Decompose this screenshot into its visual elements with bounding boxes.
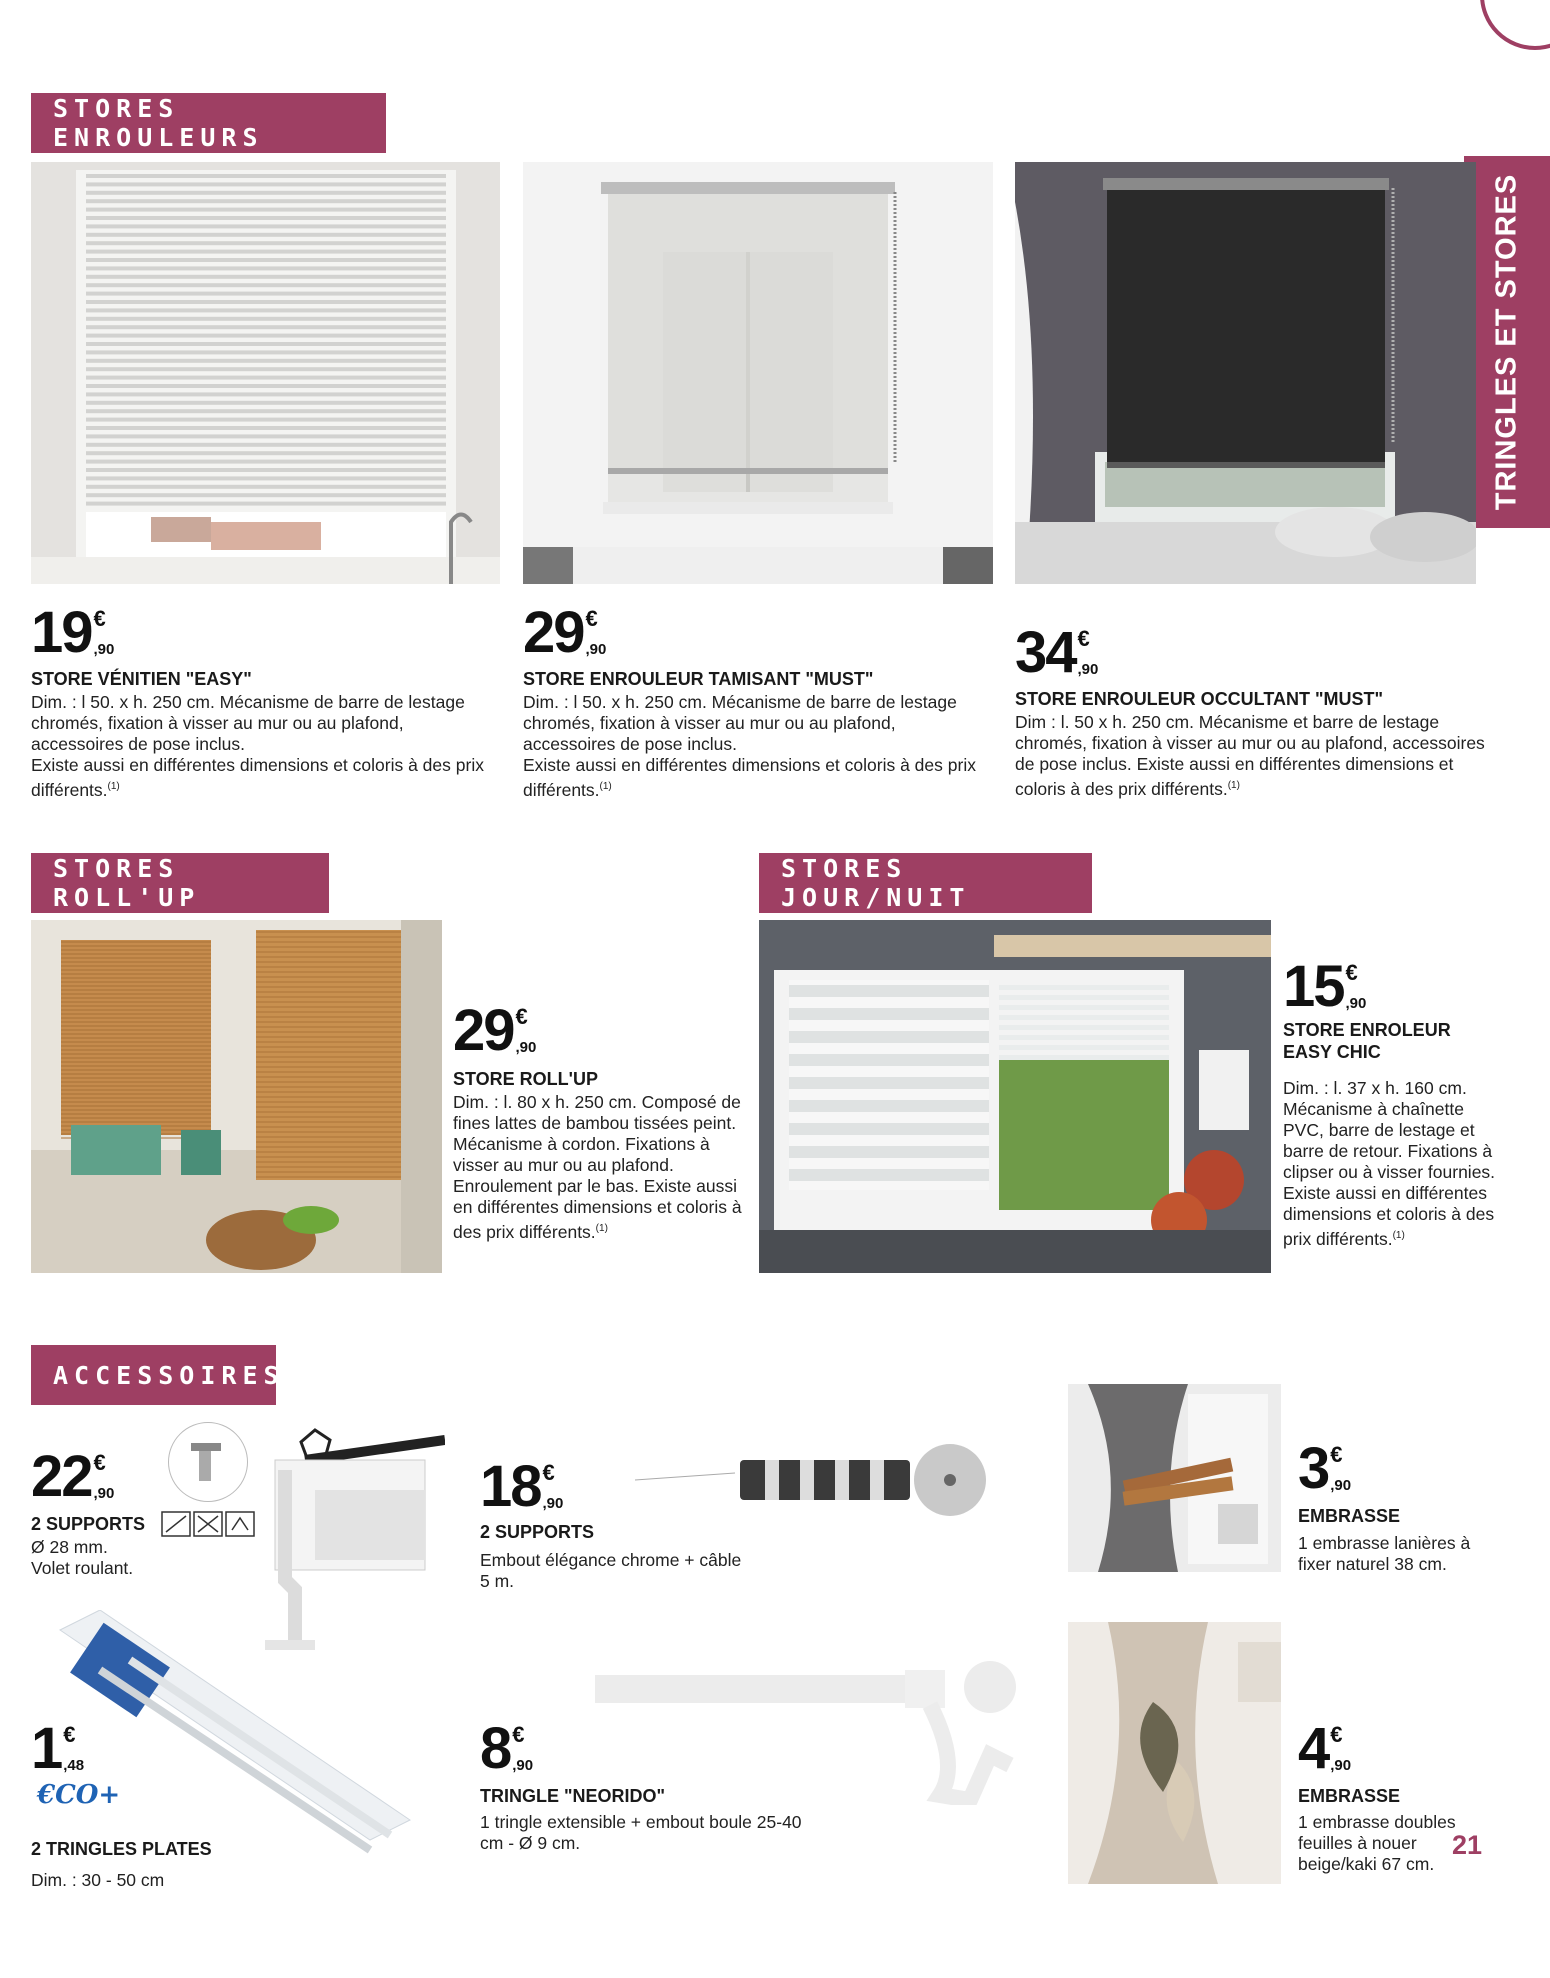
price-tamisant: 29 € ,90 — [523, 600, 607, 665]
price-occultant: 34 € ,90 — [1015, 620, 1099, 685]
page-number: 21 — [1451, 1830, 1482, 1860]
product-title-tringles-plates: 2 TRINGLES PLATES — [31, 1839, 212, 1859]
product-image-easychic — [759, 920, 1271, 1273]
product-desc-tringles-plates: Dim. : 30 - 50 cm — [31, 1870, 165, 1890]
product-desc-supports28: Ø 28 mm. Volet roulant. — [31, 1537, 134, 1578]
product-title-embrasse2: EMBRASSE — [1298, 1786, 1401, 1806]
section-banner-enrouleurs — [31, 93, 386, 153]
section-banner-rollup — [31, 853, 329, 913]
side-tab-label: TRINGLES ET STORES — [1490, 173, 1523, 511]
detail-circle-icon — [168, 1422, 248, 1502]
corner-decoration — [1480, 0, 1550, 50]
price-embrasse2: 4 € ,90 — [1298, 1716, 1352, 1781]
section-title: STORES ENROULEURS — [53, 94, 264, 152]
product-title-neorido: TRINGLE "NEORIDO" — [480, 1786, 666, 1806]
product-image-occultant — [1015, 162, 1476, 584]
product-title-venitien: STORE VÉNITIEN "EASY" — [31, 669, 252, 689]
section-title: STORES JOUR/NUIT — [781, 854, 971, 912]
price-neorido: 8 € ,90 — [480, 1716, 534, 1781]
section-banner-accessoires — [31, 1345, 285, 1405]
product-desc-embrasse1: 1 embrasse lanières à fixer naturel 38 cm. — [1298, 1533, 1471, 1574]
product-desc-neorido: 1 tringle extensible + embout boule 25-40 cm - Ø 9 cm. — [480, 1812, 802, 1853]
fixation-icons — [160, 1510, 260, 1538]
price-venitien: 19 € ,90 — [31, 600, 115, 665]
price-tringles-plates: 1 € ,48 — [31, 1716, 85, 1781]
section-banner-jour-nuit — [759, 853, 1092, 913]
product-desc-supports-chrome: Embout élégance chrome + câble 5 m. — [480, 1550, 742, 1591]
side-tab[interactable] — [1464, 156, 1550, 528]
section-title: ACCESSOIRES — [53, 1360, 285, 1390]
product-title-rollup: STORE ROLL'UP — [453, 1069, 598, 1089]
product-title-occultant: STORE ENROULEUR OCCULTANT "MUST" — [1015, 689, 1384, 709]
price-supports-chrome: 18 € ,90 — [480, 1454, 564, 1519]
product-desc-rollup: Dim. : l. 80 x h. 250 cm. Composé de fines lattes de bambou tissées peint. Mécanisme à cordon. Fixations à visser au mur ou au plafond. Enroulement par le bas. Existe aussi en différentes dimensions et coloris à des prix différents.$^{(1)}$ — [453, 1092, 742, 1242]
product-image-neorido — [590, 1655, 1040, 1805]
price-embrasse1: 3 € ,90 — [1298, 1436, 1352, 1501]
product-image-rollup — [31, 920, 442, 1273]
product-title-tamisant: STORE ENROULEUR TAMISANT "MUST" — [523, 669, 874, 689]
price-supports28: 22 € ,90 — [31, 1444, 115, 1509]
product-desc-occultant: Dim : l. 50 x h. 250 cm. Mécanisme et barre de lestage chromés, fixation à visser au mur ou au plafond, accessoires de pose inclus. Existe aussi en différentes dimensions et coloris à des prix différents.$^{(1)}$ — [1015, 712, 1485, 799]
product-desc-embrasse2: 1 embrasse doubles feuilles à nouer beige/kaki 67 cm. — [1298, 1812, 1456, 1874]
product-title-supports28: 2 SUPPORTS — [31, 1514, 146, 1534]
product-desc-easychic: Dim. : l. 37 x h. 160 cm. Mécanisme à chaînette PVC, barre de lestage et barre de retour. Fixations à clipser ou à visser fournies. Existe aussi en différentes dimensions et coloris à des prix différents.$^{(1)}$ — [1283, 1078, 1496, 1249]
price-rollup: 29 € ,90 — [453, 998, 537, 1063]
product-title-supports-chrome: 2 SUPPORTS — [480, 1522, 595, 1542]
product-image-supports-chrome — [635, 1440, 995, 1520]
eco-badge: €CO+ — [37, 1780, 121, 1810]
section-title: STORES ROLL'UP — [53, 854, 201, 912]
product-image-venitien — [31, 162, 500, 584]
product-desc-tamisant: Dim. : l 50. x h. 250 cm. Mécanisme de barre de lestage chromés, fixation à visser au mur ou au plafond, accessoires de pose inclus. Existe aussi en différentes dimensions et coloris à des prix différents.$^{(1)}$ — [523, 692, 976, 800]
product-image-embrasse2 — [1068, 1622, 1281, 1884]
price-easychic: 15 € ,90 — [1283, 954, 1367, 1019]
product-image-tringles-plates — [40, 1610, 420, 1870]
product-desc-venitien: Dim. : l 50. x h. 250 cm. Mécanisme de barre de lestage chromés, fixation à visser au mur ou au plafond, accessoires de pose inclus. Existe aussi en différentes dimensions et coloris à des prix différents.$^{(1)}$ — [31, 692, 484, 800]
product-image-tamisant — [523, 162, 993, 584]
product-title-easychic: STORE ENROLEUR EASY CHIC — [1283, 1020, 1451, 1062]
product-title-embrasse1: EMBRASSE — [1298, 1506, 1401, 1526]
product-image-embrasse1 — [1068, 1384, 1281, 1572]
